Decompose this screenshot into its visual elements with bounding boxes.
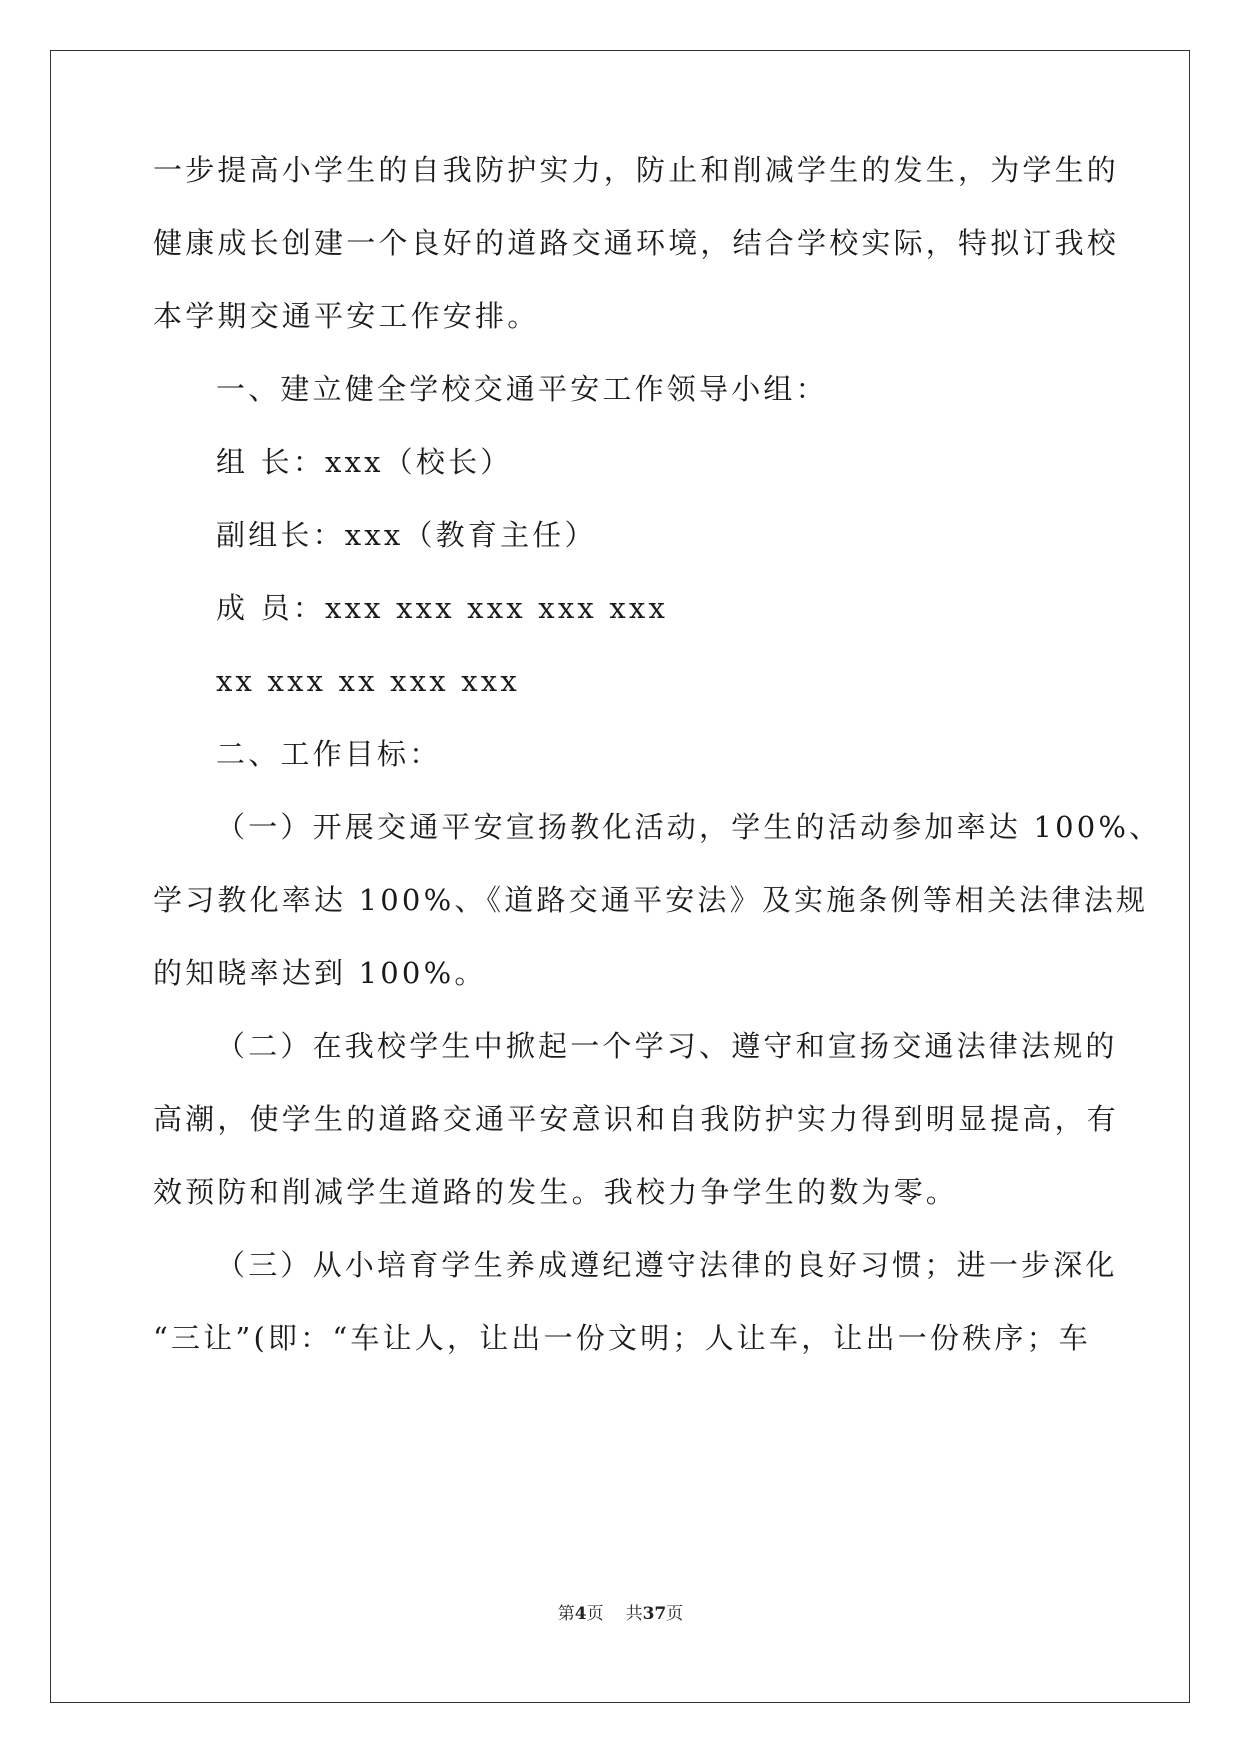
- text-line: 成 员：xxx xxx xxx xxx xxx: [216, 591, 669, 625]
- footer-total-suffix: 页: [666, 1604, 684, 1624]
- text-line: 效预防和削减学生道路的发生。我校力争学生的数为零。: [153, 1175, 959, 1209]
- section-heading: 一、建立健全学校交通平安工作领导小组：: [216, 372, 828, 406]
- text-line: 的知晓率达到 100%。: [153, 956, 487, 990]
- text-line: （三）从小培育学生养成遵纪遵守法律的良好习惯；进一步深化: [216, 1248, 1118, 1282]
- footer-page-suffix: 页: [586, 1604, 604, 1624]
- text-line: 健康成长创建一个良好的道路交通环境，结合学校实际，特拟订我校: [153, 226, 1120, 260]
- section-heading: 二、工作目标：: [216, 737, 442, 771]
- text-line: （二）在我校学生中掀起一个学习、遵守和宣扬交通法律法规的: [216, 1029, 1118, 1063]
- footer-prefix: 第: [557, 1604, 575, 1624]
- text-line: 组 长：xxx（校长）: [216, 445, 513, 479]
- text-line: 副组长：xxx（教育主任）: [216, 518, 597, 552]
- footer-total-prefix: 共: [625, 1604, 643, 1624]
- current-page-number: 4: [574, 1604, 587, 1624]
- text-line: 本学期交通平安工作安排。: [153, 299, 540, 333]
- total-page-number: 37: [642, 1604, 667, 1624]
- text-line: 高潮，使学生的道路交通平安意识和自我防护实力得到明显提高，有: [153, 1102, 1120, 1136]
- text-line: “三让”(即：“车让人，让出一份文明；人让车，让出一份秩序；车: [153, 1321, 1091, 1355]
- page-footer: [0, 1603, 1241, 1625]
- text-line: （一）开展交通平安宣扬教化活动，学生的活动参加率达 100%、: [216, 810, 1162, 844]
- text-line: 一步提高小学生的自我防护实力，防止和削减学生的发生，为学生的: [153, 153, 1120, 187]
- text-line: 学习教化率达 100%、《道路交通平安法》及实施条例等相关法律法规: [153, 883, 1149, 917]
- text-line: xx xxx xx xxx xxx: [216, 664, 520, 698]
